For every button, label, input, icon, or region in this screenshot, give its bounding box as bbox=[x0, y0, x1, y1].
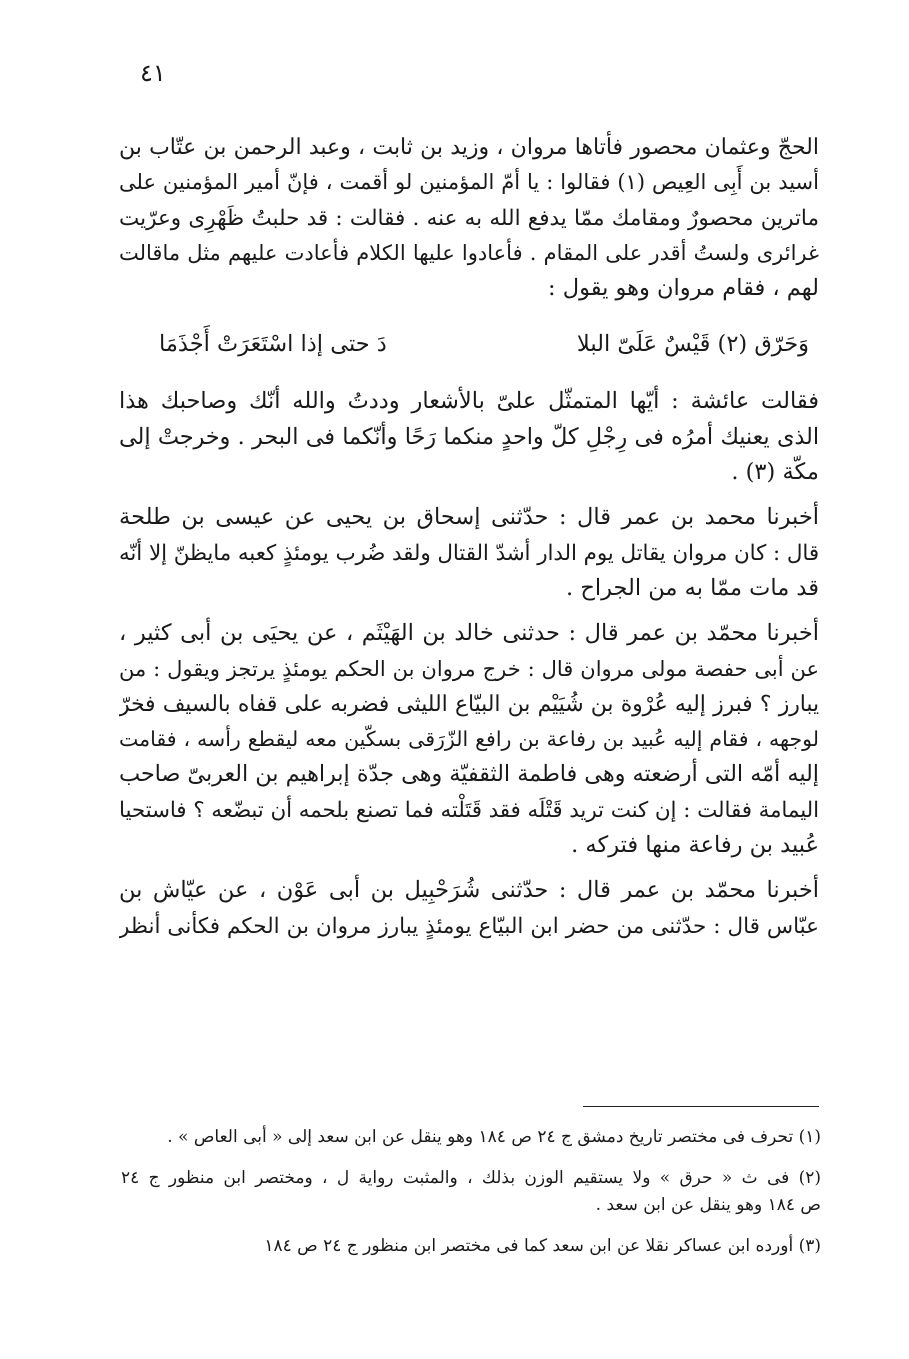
footnote-2 bbox=[121, 1165, 821, 1219]
text-line: فقالت عائشة : أيّها المتمثّل علىّ بالأشعار وددتُ والله أنّك وصاحبك هذا bbox=[119, 388, 819, 415]
text-line: غرائرى ولستُ أقدر على المقام . فأعادوا عليها الكلام فأعادت عليهم مثل ماقالت bbox=[119, 240, 819, 265]
text-line: لوجهه ، فقام إليه عُبيد بن رفاعة بن رافع الزّرَقى بسكّين معه ليقطع رأسه ، فقامت bbox=[119, 727, 819, 752]
text-line: قال : كان مروان يقاتل يوم الدار أشدّ القتال ولقد ضُرب يومئذٍ كعبه مايظنّ إلا أنّه bbox=[119, 540, 819, 566]
text-line: ماترين محصورٌ ومقامك ممّا يدفع الله به عنه . فقالت : قد حلبتُ ظَهْرِى وعرّيت bbox=[119, 205, 819, 231]
main-text bbox=[119, 130, 819, 954]
footnote-line: ص ١٨٤ وهو ينقل عن ابن سعد . bbox=[595, 1195, 821, 1215]
footnote-1 bbox=[121, 1124, 821, 1151]
page-number: ٤١ bbox=[140, 59, 166, 87]
footnote-line: (١) تحرف فى مختصر تاريخ دمشق ج ٢٤ ص ١٨٤ وهو ينقل عن ابن سعد إلى « أبى العاص » . bbox=[167, 1127, 821, 1147]
text-line: يبارز ؟ فبرز إليه عُرْوة بن شُيَيْم بن البيّاع الليثى فضربه على قفاه بالسيف فخرّ bbox=[119, 691, 819, 717]
text-line: أخبرنا محمّد بن عمر قال : حدّثنى شُرَحْبِيل بن أبى عَوْن ، عن عيّاش بن bbox=[119, 877, 819, 904]
text-line: عُبيد بن رفاعة منها فتركه . bbox=[571, 832, 819, 859]
text-line: أخبرنا محمّد بن عمر قال : حدثنى خالد بن الهَيْثَم ، عن يحيَى بن أبى كثير ، bbox=[119, 620, 819, 647]
footnote-line: (٣) أورده ابن عساكر نقلا عن ابن سعد كما فى مختصر ابن منظور ج ٢٤ ص ١٨٤ bbox=[264, 1236, 821, 1256]
text-line: أسيد بن أَبِى العِيص (١) فقالوا : يا أمّ المؤمنين لو أقمت ، فإنّ أمير المؤمنين على bbox=[119, 170, 819, 195]
paragraph bbox=[119, 500, 819, 606]
paragraph bbox=[119, 130, 819, 306]
text-line: الذى يعنيك أمرُه فى رِجْلِ كلّ واحدٍ منكما رَحًا وأنّكما فى البحر . وخرجتْ إلى bbox=[119, 423, 819, 450]
text-line: اليمامة فقالت : إن كنت تريد قَتْلَه فقد قَتَلْته فما تصنع بلحمه أن تبضّعه ؟ فاستحيا bbox=[119, 797, 819, 823]
text-line: مكّة (٣) . bbox=[731, 459, 819, 486]
paragraph bbox=[119, 616, 819, 863]
paragraph bbox=[119, 384, 819, 490]
paragraph bbox=[119, 873, 819, 944]
footnotes bbox=[121, 1124, 821, 1274]
text-line: عن أبى حفصة مولى مروان قال : خرج مروان بن الحكم يومئذٍ يرتجز ويقول : من bbox=[119, 656, 819, 681]
text-line: الحجّ وعثمان محصور فأتاها مروان ، وزيد بن ثابت ، وعبد الرحمن بن عتّاب بن bbox=[119, 135, 819, 160]
verse-second-hemistich: دَ حتى إذا اسْتَعَرَتْ أَجْذَمَا bbox=[159, 331, 387, 358]
footnote-3 bbox=[121, 1233, 821, 1260]
text-line: قد مات ممّا به من الجراح . bbox=[566, 574, 819, 601]
footnote-line: (٢) فى ث « حرق » ولا يستقيم الوزن بذلك ، والمثبت رواية ل ، ومختصر ابن منظور ج ٢٤ bbox=[121, 1168, 821, 1188]
text-line: أخبرنا محمد بن عمر قال : حدّثنى إسحاق بن يحيى عن عيسى بن طلحة bbox=[119, 504, 819, 531]
poetry-verse bbox=[159, 326, 809, 362]
footnote-divider bbox=[583, 1106, 819, 1107]
text-line: عبّاس قال : حدّثنى من حضر ابن البيّاع يومئذٍ يبارز مروان بن الحكم فكأنى أنظر bbox=[119, 913, 819, 939]
verse-first-hemistich: وَحَرّق (٢) قَيْسٌ عَلَىّ البلا bbox=[576, 331, 809, 358]
text-line: إليه أمّه التى أرضعته وهى فاطمة الثقفيّة وهى جدّة إبراهيم بن العربىّ صاحب bbox=[119, 761, 819, 788]
text-line: لهم ، فقام مروان وهو يقول : bbox=[548, 275, 819, 302]
